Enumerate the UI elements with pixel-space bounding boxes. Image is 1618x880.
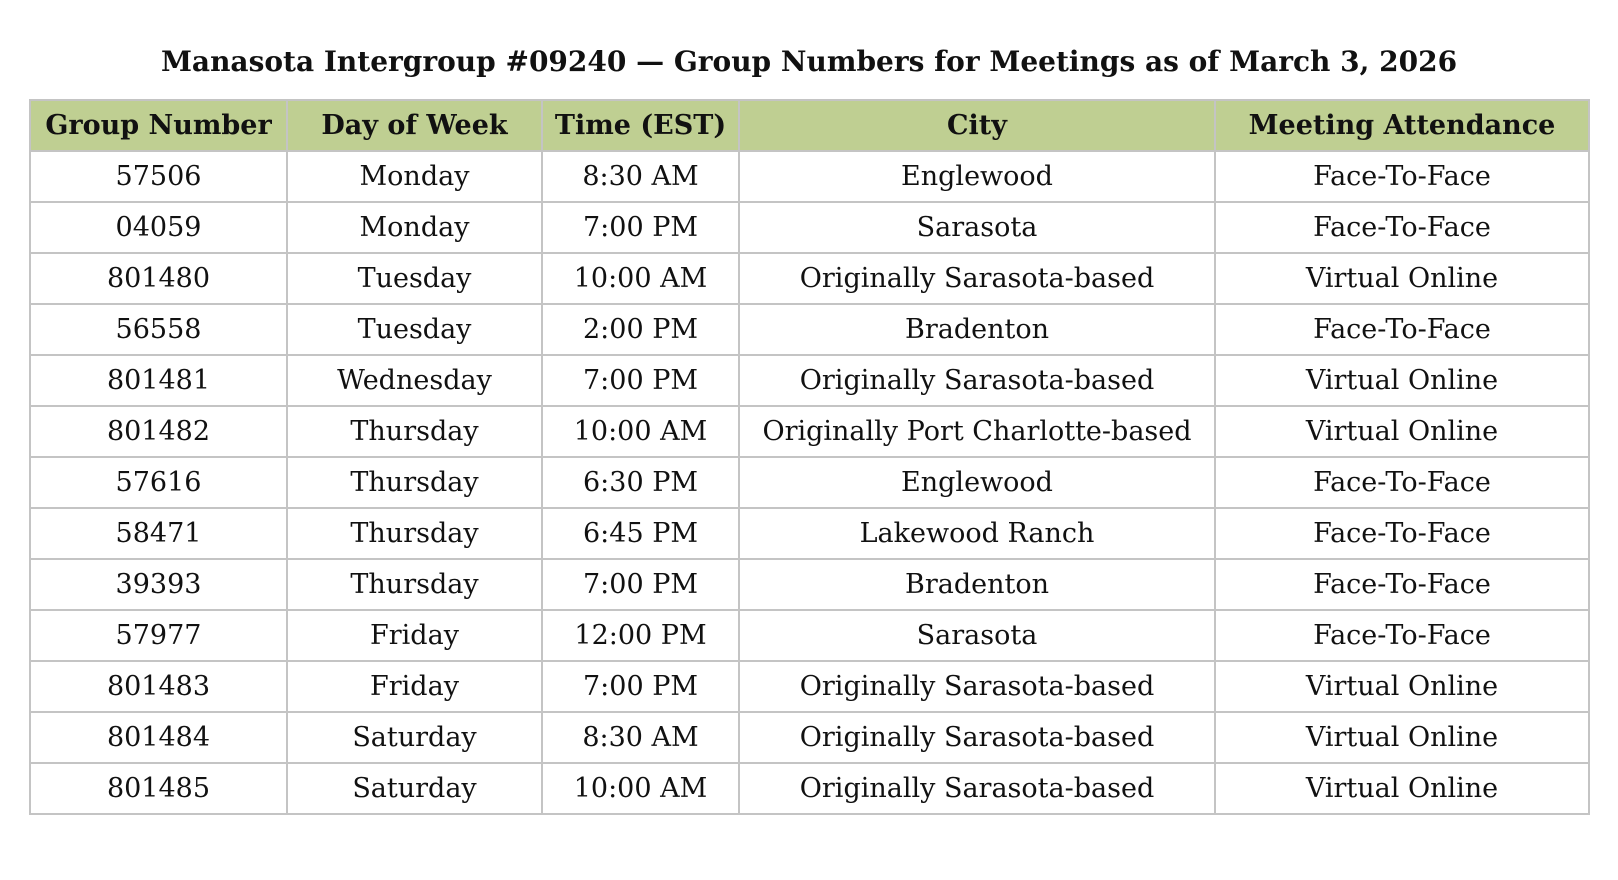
cell-meeting-attendance: Virtual Online (1215, 355, 1589, 406)
table-row (30, 151, 1589, 202)
cell-day-of-week: Tuesday (287, 304, 542, 355)
cell-group-number: 57616 (30, 457, 287, 508)
cell-group-number: 39393 (30, 559, 287, 610)
cell-day-of-week: Friday (287, 610, 542, 661)
cell-city: Originally Port Charlotte-based (739, 406, 1215, 457)
cell-city: Originally Sarasota-based (739, 763, 1215, 814)
table-row (30, 712, 1589, 763)
cell-time: 6:30 PM (542, 457, 739, 508)
cell-day-of-week: Tuesday (287, 253, 542, 304)
cell-group-number: 58471 (30, 508, 287, 559)
cell-city: Englewood (739, 151, 1215, 202)
table-row (30, 304, 1589, 355)
cell-city: Originally Sarasota-based (739, 712, 1215, 763)
cell-city: Originally Sarasota-based (739, 253, 1215, 304)
cell-meeting-attendance: Face-To-Face (1215, 610, 1589, 661)
cell-time: 7:00 PM (542, 202, 739, 253)
cell-time: 2:00 PM (542, 304, 739, 355)
cell-meeting-attendance: Virtual Online (1215, 763, 1589, 814)
header-day-of-week: Day of Week (287, 100, 542, 151)
cell-group-number: 801481 (30, 355, 287, 406)
cell-group-number: 801483 (30, 661, 287, 712)
cell-group-number: 801482 (30, 406, 287, 457)
cell-time: 10:00 AM (542, 763, 739, 814)
cell-day-of-week: Friday (287, 661, 542, 712)
table-row (30, 406, 1589, 457)
cell-day-of-week: Monday (287, 151, 542, 202)
cell-city: Englewood (739, 457, 1215, 508)
cell-time: 7:00 PM (542, 661, 739, 712)
cell-day-of-week: Thursday (287, 508, 542, 559)
cell-group-number: 56558 (30, 304, 287, 355)
cell-time: 7:00 PM (542, 559, 739, 610)
cell-day-of-week: Thursday (287, 457, 542, 508)
table-header (30, 100, 1589, 151)
cell-meeting-attendance: Face-To-Face (1215, 304, 1589, 355)
cell-time: 6:45 PM (542, 508, 739, 559)
cell-city: Sarasota (739, 202, 1215, 253)
cell-meeting-attendance: Face-To-Face (1215, 202, 1589, 253)
table-row (30, 559, 1589, 610)
cell-group-number: 57977 (30, 610, 287, 661)
cell-meeting-attendance: Face-To-Face (1215, 457, 1589, 508)
cell-day-of-week: Monday (287, 202, 542, 253)
meeting-schedule-table (29, 99, 1590, 815)
cell-time: 7:00 PM (542, 355, 739, 406)
cell-time: 10:00 AM (542, 406, 739, 457)
cell-day-of-week: Thursday (287, 559, 542, 610)
table-row (30, 508, 1589, 559)
cell-meeting-attendance: Virtual Online (1215, 253, 1589, 304)
page-title: Manasota Intergroup #09240 — Group Numbers for Meetings as of March 3, 2026 (160, 45, 1458, 78)
cell-group-number: 801480 (30, 253, 287, 304)
table-row (30, 355, 1589, 406)
cell-day-of-week: Wednesday (287, 355, 542, 406)
table-row (30, 763, 1589, 814)
cell-time: 8:30 AM (542, 151, 739, 202)
cell-city: Originally Sarasota-based (739, 355, 1215, 406)
header-group-number: Group Number (30, 100, 287, 151)
header-time: Time (EST) (542, 100, 739, 151)
cell-city: Bradenton (739, 304, 1215, 355)
cell-meeting-attendance: Face-To-Face (1215, 508, 1589, 559)
cell-city: Bradenton (739, 559, 1215, 610)
table-row (30, 457, 1589, 508)
cell-day-of-week: Saturday (287, 763, 542, 814)
header-meeting-attendance: Meeting Attendance (1215, 100, 1589, 151)
cell-group-number: 57506 (30, 151, 287, 202)
table-row (30, 202, 1589, 253)
cell-group-number: 801484 (30, 712, 287, 763)
cell-city: Originally Sarasota-based (739, 661, 1215, 712)
cell-time: 8:30 AM (542, 712, 739, 763)
table-row (30, 661, 1589, 712)
header-city: City (739, 100, 1215, 151)
cell-group-number: 801485 (30, 763, 287, 814)
cell-meeting-attendance: Face-To-Face (1215, 151, 1589, 202)
cell-meeting-attendance: Virtual Online (1215, 661, 1589, 712)
cell-time: 12:00 PM (542, 610, 739, 661)
cell-day-of-week: Saturday (287, 712, 542, 763)
table-row (30, 253, 1589, 304)
table-row (30, 610, 1589, 661)
cell-group-number: 04059 (30, 202, 287, 253)
header-row (30, 100, 1589, 151)
cell-meeting-attendance: Virtual Online (1215, 406, 1589, 457)
cell-time: 10:00 AM (542, 253, 739, 304)
cell-city: Sarasota (739, 610, 1215, 661)
table-body (30, 151, 1589, 814)
cell-city: Lakewood Ranch (739, 508, 1215, 559)
cell-day-of-week: Thursday (287, 406, 542, 457)
cell-meeting-attendance: Virtual Online (1215, 712, 1589, 763)
cell-meeting-attendance: Face-To-Face (1215, 559, 1589, 610)
